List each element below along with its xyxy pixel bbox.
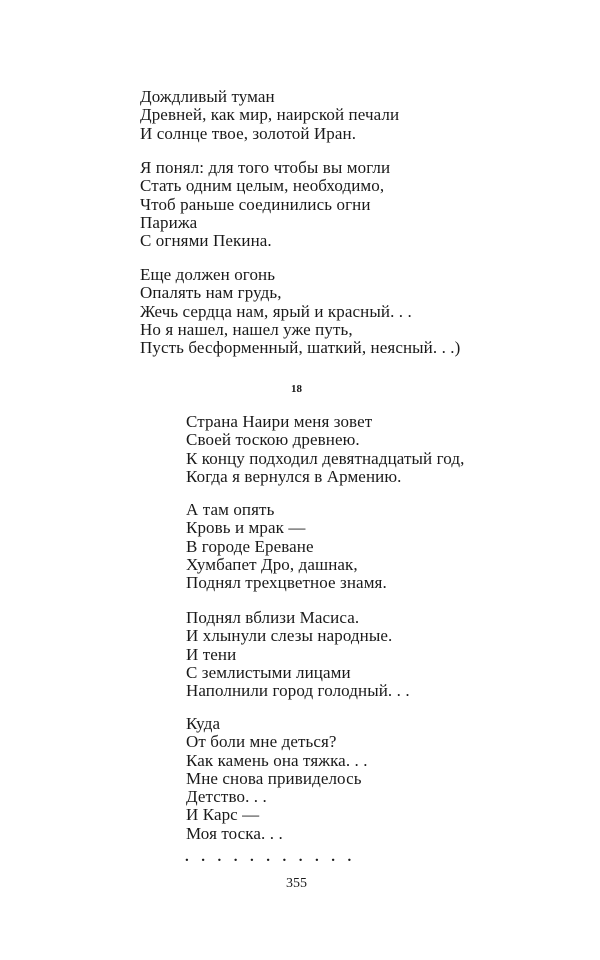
poem-line: Страна Наири меня зовет	[186, 412, 373, 431]
poem-line: Хумбапет Дро, дашнак,	[186, 554, 358, 574]
poem-line: Пусть бесформенный, шаткий, неясный. . .)	[140, 338, 461, 358]
poem-line: Опалять нам грудь,	[140, 283, 282, 303]
poem-line: Парижа	[140, 212, 198, 232]
poem-line: Когда я вернулся в Армению.	[186, 466, 402, 486]
poem-line: С огнями Пекина.	[140, 231, 272, 251]
poem-line: Стать одним целым, необходимо,	[140, 176, 385, 196]
poem-line: Древней, как мир, наирской печали	[140, 105, 400, 125]
poem-line: Наполнили город голодный. . .	[186, 681, 410, 701]
poem-line: Поднял вблизи Масиса.	[186, 608, 360, 627]
poem-line: Жечь сердца нам, ярый и красный. . .	[140, 301, 412, 321]
poem-line: Я понял: для того чтобы вы могли	[140, 158, 391, 177]
poem-line: С землистыми лицами	[186, 662, 351, 682]
stanza-1	[140, 88, 399, 143]
poem-line: Чтоб раньше соединились огни	[140, 194, 371, 214]
poem-line: Своей тоскою древнею.	[186, 430, 360, 450]
stanza-2	[140, 159, 390, 250]
poem-line: Дождливый туман	[140, 87, 275, 106]
poem-line: В городе Ереване	[186, 536, 314, 556]
poem-line: Мне снова привиделось	[186, 768, 362, 788]
poem-line: И тени	[186, 644, 237, 664]
poem-line: И хлынули слезы народные.	[186, 626, 393, 646]
stanza-7	[186, 715, 368, 843]
stanza-5	[186, 501, 387, 592]
poem-line: Моя тоска. . .	[186, 823, 283, 843]
stanza-4	[186, 413, 464, 486]
poem-line: Детство. . .	[186, 787, 267, 807]
poem-line: От боли мне деться?	[186, 732, 337, 752]
poem-line: Кровь и мрак —	[186, 518, 306, 538]
poem-line: И солнце твое, золотой Иран.	[140, 123, 357, 143]
poem-line: Еще должен огонь	[140, 265, 276, 284]
poem-line: А там опять	[186, 500, 275, 519]
poem-line: Как камень она тяжка. . .	[186, 750, 368, 770]
ellipsis-dots: ...........	[185, 849, 364, 865]
poem-line: Но я нашел, нашел уже путь,	[140, 319, 353, 339]
poem-line: К концу подходил девятнадцатый год,	[186, 448, 465, 468]
section-number: 18	[291, 383, 302, 395]
stanza-6	[186, 609, 410, 700]
stanza-3	[140, 266, 460, 357]
poem-line: И Карс —	[186, 805, 260, 825]
poem-line: Поднял трехцветное знамя.	[186, 573, 387, 593]
page-number: 355	[286, 876, 307, 891]
poem-line: Куда	[186, 714, 221, 733]
